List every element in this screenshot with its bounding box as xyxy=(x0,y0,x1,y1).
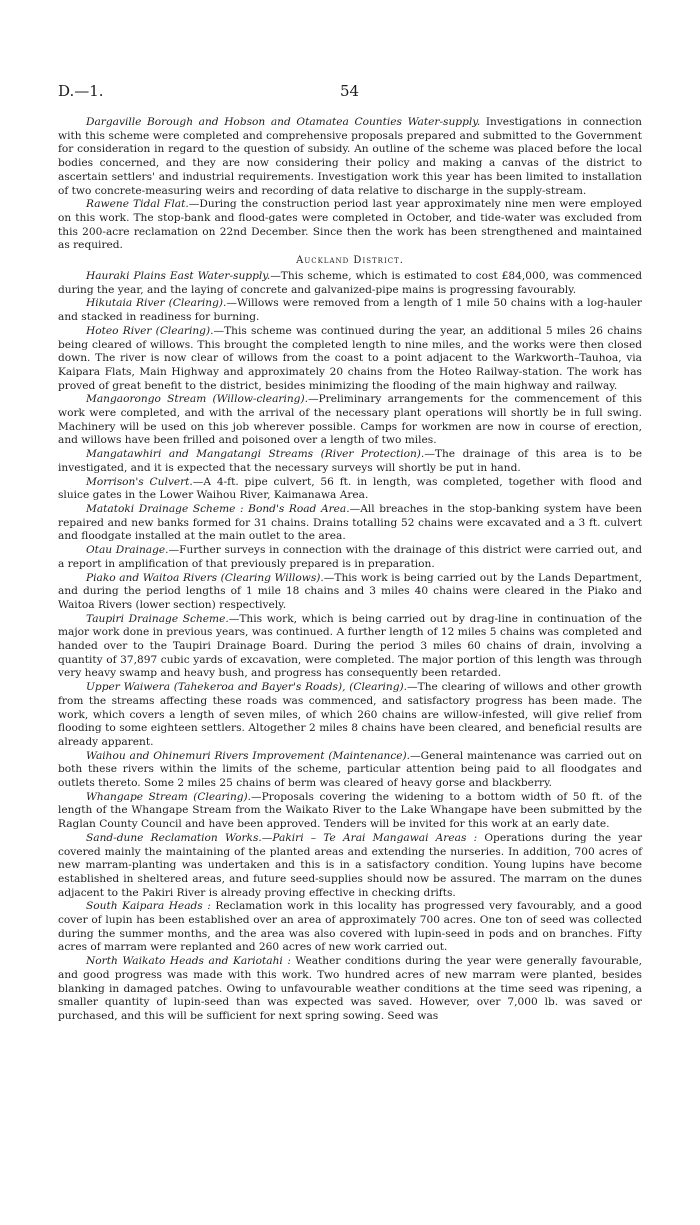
body-before xyxy=(58,116,642,253)
paragraph-title: Dargaville Borough and Hobson and Otamatea Counties Water-supply. xyxy=(86,116,481,128)
paragraph xyxy=(58,681,642,750)
paragraph-title: Waihou and Ohinemuri Rivers Improvement (Maintenance). xyxy=(86,749,411,762)
paragraph xyxy=(58,544,642,571)
paragraph xyxy=(58,448,642,475)
paragraph xyxy=(58,832,642,901)
paragraph-title: Otau Drainage. xyxy=(86,544,169,557)
paragraph-text: —This scheme was continued during the year, an additional 5 miles 26 chains being cleared of willows. This brought the completed length to nine miles, and the works were then closed down. The river is now clear of willows from the coast to a point adjacent to the Warkworth–Tauhoa, via Kaipara Flats, Main Highway and approximately 20 chains from the Hoteo Railway-station. The work has proved of great benefit to the district, besides minimizing the flooding of the main highway and railway. xyxy=(58,324,643,392)
section-heading: Auckland District. xyxy=(296,255,404,267)
paragraph-title: Hikutaia River (Clearing). xyxy=(86,297,227,310)
paragraph-text: —Willows were removed from a length of 1 mile 50 chains with a log-hauler and stacked in readiness for burning. xyxy=(58,297,642,324)
paragraph-title: Matatoki Drainage Scheme : Bond's Road Area. xyxy=(86,502,350,515)
paragraph-title: North Waikato Heads and Kariotahi : xyxy=(86,955,291,968)
paragraph-title: Piako and Waitoa Rivers (Clearing Willows). xyxy=(86,571,324,584)
paragraph-title: Taupiri Drainage Scheme. xyxy=(86,612,229,625)
paragraph-text: Operations during the year covered mainly the maintaining of the planted areas and extending the nurseries. In addition, 700 acres of new marram-planting was undertaken and this is in a satisfactory condition. Young lupins have become established in sheltered areas, and future seed-supplies should now be assured. The marram on the dunes adjacent to the Pakiri River is already proving effective in checking drifts. xyxy=(58,831,643,899)
paragraph xyxy=(58,955,642,1024)
paragraph-text: —The clearing of willows and other growth from the streams affecting these roads was commenced, and satisfactory progress has been made. The work, which covers a length of seven miles, of which 260 chains are willow-infested, will give relief from flooding to some eighteen settlers. Altogether 2 miles 8 chains have been cleared, and beneficial results are already apparent. xyxy=(58,681,643,748)
document-page xyxy=(58,82,642,1024)
paragraph-text: —This scheme, which is estimated to cost £84,000, was commenced during the year, and the laying of concrete and galvanized-pipe mains is progressing favourably. xyxy=(58,270,642,296)
paragraph xyxy=(58,476,642,503)
paragraph-text: —A 4-ft. pipe culvert, 56 ft. in length, was completed, together with flood and sluice gates in the Lower Waihou River, Kaimanawa Area. xyxy=(58,475,643,502)
paragraph xyxy=(58,393,642,448)
paragraph xyxy=(58,325,642,394)
paragraph-title: Sand-dune Reclamation Works.—Pakiri – Te Arai Mangawai Areas : xyxy=(86,831,478,844)
paragraph xyxy=(58,116,642,198)
paragraph-text: Reclamation work in this locality has progressed very favourably, and a good cover of lupin has been established over an area of approximately 700 acres. One ton of seed was collected during the summer months, and the area was also covered with lupin-seed in pods and on branches. Fifty acres of marram were replanted and 260 acres of new work carried out. xyxy=(58,900,642,954)
paragraph xyxy=(58,270,642,297)
paragraph-text: Investigations in connection with this scheme were completed and comprehensive proposals prepared and submitted to the Government for consideration in regard to the question of subsidy. An outline of the scheme was placed before the local bodies concerned, and they are now considering their policy and making a canvas of the district to ascertain settlers' and industrial requirements. Investigation work this year has been limited to installation of two concrete-measuring weirs and recording of data relative to discharge in the supply-stream. xyxy=(58,116,642,197)
page-number: 54 xyxy=(340,82,360,100)
paragraph-title: Whangape Stream (Clearing). xyxy=(86,790,252,803)
paragraph-text: —Proposals covering the widening to a bottom width of 50 ft. of the length of the Whangape Stream from the Waikato River to the Lake Whangape have been submitted by the Raglan County Council and have been approved. Tenders will be invited for this work at an early date. xyxy=(58,790,642,831)
paragraph-title: Hoteo River (Clearing). xyxy=(86,324,214,337)
document-reference: D.—1. xyxy=(58,82,104,100)
paragraph-title: Mangaorongo Stream (Willow-clearing). xyxy=(86,393,308,406)
paragraph-text: —Preliminary arrangements for the commencement of this work were completed, and with the arrival of the necessary plant operations will shortly be in full swing. Machinery will be used on this job wherever possible. Camps for workmen are now in course of erection, and willows have been frilled and poisoned over a length of two miles. xyxy=(58,393,642,447)
paragraph xyxy=(58,572,642,613)
paragraph xyxy=(58,297,642,324)
paragraph-text: —Further surveys in connection with the drainage of this district were carried out, and a report in amplification of that previously prepared is in preparation. xyxy=(58,544,642,570)
paragraph xyxy=(58,198,642,253)
paragraph-text: —The drainage of this area is to be investigated, and it is expected that the necessary surveys will shortly be put in hand. xyxy=(58,448,642,474)
paragraph-title: Rawene Tidal Flat. xyxy=(86,198,189,211)
paragraph-text: —This work is being carried out by the Lands Department, and during the period lengths of 1 mile 18 chains and 3 miles 40 chains were cleared in the Piako and Waitoa Rivers (lower section) respectively. xyxy=(58,571,642,611)
paragraph xyxy=(58,900,642,955)
body-after xyxy=(58,270,642,1024)
paragraph xyxy=(58,750,642,791)
paragraph-title: South Kaipara Heads : xyxy=(86,900,211,913)
paragraph-text: —This work, which is being carried out by drag-line in continuation of the major work done in previous years, was continued. A further length of 12 miles 5 chains was completed and handed over to the Taupiri Drainage Board. During the period 3 miles 60 chains of drain, involving a quantity of 37,897 cubic yards of excavation, were completed. The major portion of this length was through very heavy swamp and heavy bush, and progress has consequently been retarded. xyxy=(58,612,642,680)
paragraph-title: Morrison's Culvert. xyxy=(86,475,193,488)
paragraph xyxy=(58,503,642,544)
page-header xyxy=(58,82,642,116)
paragraph-text: —General maintenance was carried out on both these rivers within the limits of the scheme, particular attention being paid to all floodgates and outlets thereto. Some 2 miles 25 chains of berm was cleared of heavy gorse and blackberry. xyxy=(58,749,642,790)
paragraph-text: —All breaches in the stop-banking system have been repaired and new banks formed for 31 chains. Drains totalling 52 chains were excavated and a 3 ft. culvert and floodgate installed at the main outlet to the area. xyxy=(58,502,642,543)
paragraph xyxy=(58,613,642,682)
paragraph-title: Upper Waiwera (Tahekeroa and Bayer's Roads), (Clearing). xyxy=(86,681,408,694)
paragraph-title: Mangatawhiri and Mangatangi Streams (River Protection). xyxy=(86,448,425,461)
paragraph xyxy=(58,791,642,832)
paragraph-text: Weather conditions during the year were generally favourable, and good progress was made with this work. Two hundred acres of new marram were planted, besides blanking in damaged patches. Owing to unfavourable weather conditions at the time seed was ripening, a smaller quantity of lupin-seed than was expected was saved. However, over 7,000 lb. was saved or purchased, and this will be sufficient for next spring sowing. Seed was xyxy=(58,955,642,1022)
paragraph-text: —During the construction period last year approximately nine men were employed on this work. The stop-bank and flood-gates were completed in October, and tide-water was excluded from this 200-acre reclamation on 22nd December. Since then the work has been strengthened and maintained as required. xyxy=(58,198,642,252)
paragraph-title: Hauraki Plains East Water-supply. xyxy=(86,270,271,283)
